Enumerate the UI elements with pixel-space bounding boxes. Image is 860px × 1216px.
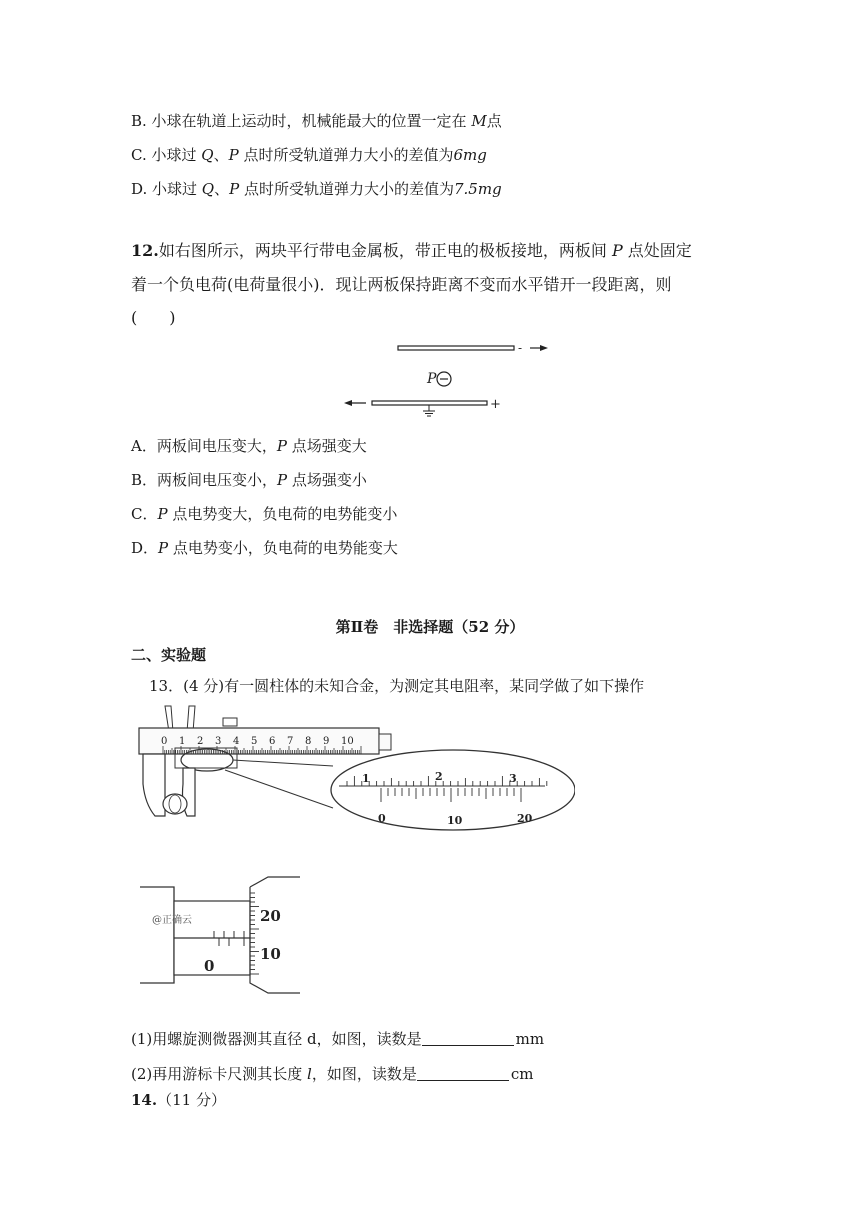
ground-icon [423, 405, 435, 416]
q12-answer-paren: ( ) [131, 308, 176, 327]
zoom-main-label: 1 [362, 772, 370, 785]
watermark-text: @正确云 [152, 915, 192, 926]
q12-option-d: D．P 点电势变小，负电荷的电势能变大 [131, 539, 398, 557]
capacitor-plates-figure [330, 338, 560, 418]
sleeve-zero-label: 0 [204, 957, 215, 975]
lock-screw-icon [223, 718, 237, 726]
q12-option-a: A．两板间电压变大，P 点场强变大 [131, 437, 367, 455]
zoom-vernier-label: 10 [447, 814, 463, 827]
q12-option-c: C．P 点电势变大，负电荷的电势能变小 [131, 505, 398, 523]
caliper-number: 5 [251, 736, 258, 747]
q13-part-1: (1)用螺旋测微器测其直径 d，如图，读数是 mm [131, 1030, 545, 1048]
bottom-plate [372, 401, 487, 405]
q12-stem-line2: 着一个负电荷(电荷量很小)．现让两板保持距离不变而水平错开一段距离，则 [131, 275, 672, 294]
answer-blank-1[interactable] [422, 1031, 514, 1046]
section-subtitle: 二、实验题 [131, 646, 207, 664]
thimble-label-bottom: 10 [260, 945, 281, 963]
q11-option-b: B. 小球在轨道上运动时，机械能最大的位置一定在 M点 [131, 112, 502, 130]
top-plate-sign: - [518, 341, 523, 355]
q12-stem-line1: 12.如右图所示，两块平行带电金属板，带正电的极板接地，两板间 P 点处固定 [131, 241, 692, 260]
caliper-number: 4 [233, 736, 240, 747]
q12-option-b: B．两板间电压变小，P 点场强变小 [131, 471, 367, 489]
answer-blank-2[interactable] [417, 1066, 509, 1081]
micrometer-figure [140, 875, 305, 995]
zoom-main-label: 3 [509, 772, 517, 785]
caliper-number: 1 [179, 736, 186, 747]
caliper-number: 6 [269, 736, 276, 747]
caliper-number: 7 [287, 736, 294, 747]
q11-option-d: D. 小球过 Q、P 点时所受轨道弹力大小的差值为7.5mg [131, 180, 502, 198]
caliper-number: 3 [215, 736, 222, 747]
top-plate [398, 346, 514, 350]
q11-option-c: C. 小球过 Q、P 点时所受轨道弹力大小的差值为6mg [131, 146, 487, 164]
section-ii-title: 第Ⅱ卷 非选择题（52 分） [335, 618, 525, 636]
zoom-vernier-label: 0 [378, 812, 386, 825]
micrometer-thimble [250, 877, 300, 993]
vernier-caliper-figure [135, 704, 575, 834]
zoom-vernier-label: 20 [517, 812, 533, 825]
cylinder-object [163, 794, 187, 814]
caliper-number: 9 [323, 736, 330, 747]
q13-part-2: (2)再用游标卡尺测其长度 l，如图，读数是 cm [131, 1065, 534, 1083]
zoom-main-label: 2 [435, 770, 443, 783]
caliper-number: 0 [161, 736, 168, 747]
q13-intro: 13．(4 分)有一圆柱体的未知合金，为测定其电阻率，某同学做了如下操作 [149, 677, 645, 695]
caliper-number: 10 [341, 736, 354, 747]
point-p-label: P [427, 371, 437, 387]
caliper-number: 8 [305, 736, 312, 747]
bottom-plate-sign: + [490, 397, 501, 412]
thimble-label-top: 20 [260, 907, 281, 925]
caliper-number: 2 [197, 736, 204, 747]
q14-heading: 14.（11 分） [131, 1091, 226, 1109]
